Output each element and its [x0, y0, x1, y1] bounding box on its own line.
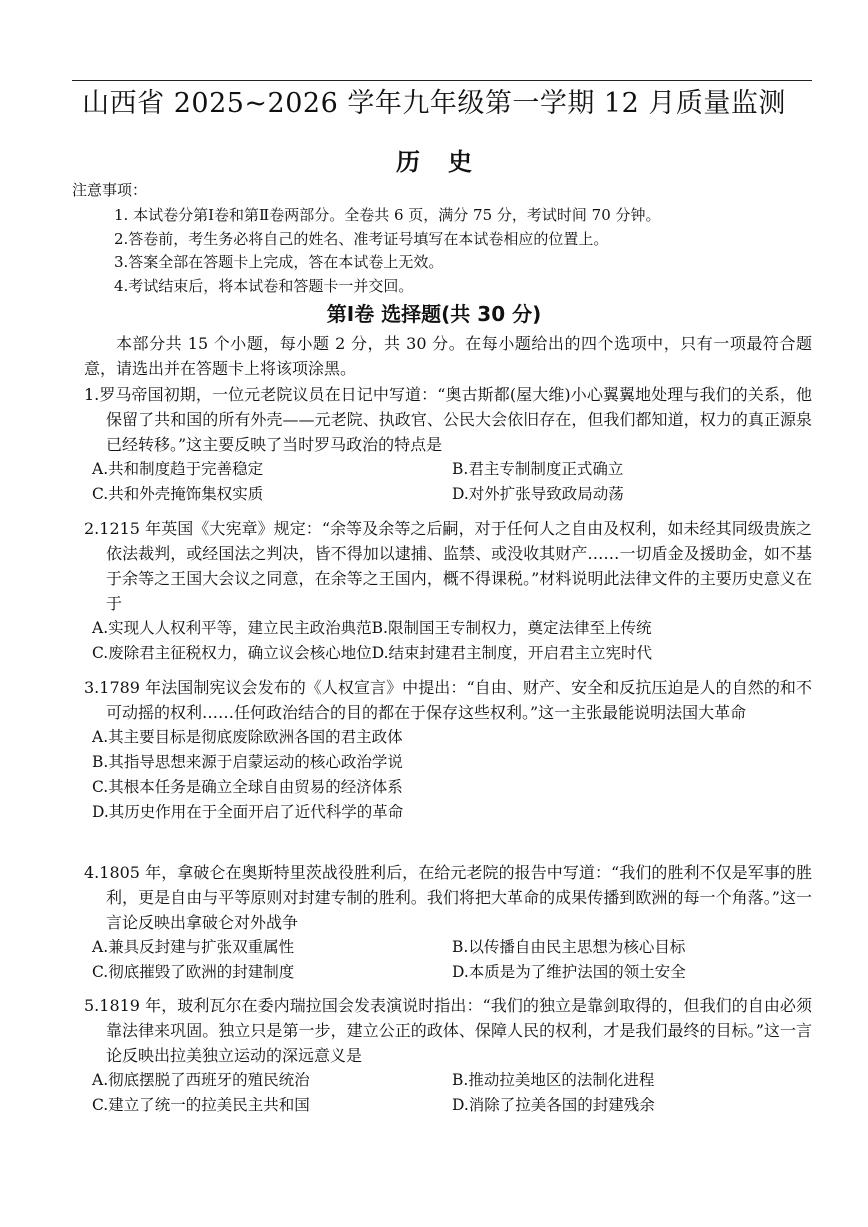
option-d: D.本质是为了维护法国的领土安全 — [452, 963, 686, 981]
note-item: 4.考试结束后，将本试卷和答题卡一并交回。 — [114, 276, 414, 295]
question-2 — [84, 516, 812, 666]
question-options — [84, 935, 812, 985]
note-item: 1. 本试卷分第Ⅰ卷和第Ⅱ卷两部分。全卷共 6 页，满分 75 分，考试时间 70 分钟。 — [114, 206, 661, 224]
note-item: 3.答案全部在答题卡上完成，答在本试卷上无效。 — [114, 253, 444, 271]
option-d: D.结束封建君主制度，开启君主立宪时代 — [371, 644, 653, 662]
question-options — [84, 616, 812, 666]
question-stem: 2.1215 年英国《大宪章》规定：“余等及余等之后嗣，对于任何人之自由及权利，如未经其同级贵族之依法裁判，或经国法之判决，皆不得加以逮捕、监禁、或没收其财产……一切盾金及援助金，如不基于余等之王国大会议之同意，在余等之王国内，概不得课税。”材料说明此法律文件的主要历史意义在于 — [84, 519, 812, 613]
question-options — [84, 457, 812, 507]
notes-list — [114, 204, 661, 298]
option-c: C.建立了统一的拉美民主共和国 — [92, 1096, 310, 1114]
option-b: B.其指导思想来源于启蒙运动的核心政治学说 — [92, 753, 403, 771]
question-options — [84, 725, 812, 825]
option-d: D.其历史作用在于全面开启了近代科学的革命 — [92, 803, 404, 821]
notes-heading: 注意事项： — [72, 181, 148, 199]
option-b: B.君主专制制度正式确立 — [452, 460, 624, 478]
question-options — [84, 1068, 812, 1118]
question-stem: 4.1805 年，拿破仑在奥斯特里茨战役胜利后，在给元老院的报告中写道：“我们的胜利不仅是军事的胜利，更是自由与平等原则对封建专制的胜利。我们将把大革命的成果传播到欧洲的每一个角落。”这一言论反映出拿破仑对外战争 — [84, 863, 812, 932]
header-rule — [72, 80, 812, 81]
note-item: 2.答卷前，考生务必将自己的姓名、准考证号填写在本试卷相应的位置上。 — [114, 229, 609, 248]
question-4 — [84, 860, 812, 985]
question-1 — [84, 382, 812, 507]
subject-char-1: 历 — [396, 147, 420, 176]
option-c: C.其根本任务是确立全球自由贸易的经济体系 — [92, 778, 403, 796]
section-intro: 本部分共 15 个小题，每小题 2 分，共 30 分。在每小题给出的四个选项中，只有一项最符合题意，请选出并在答题卡上将该项涂黑。 — [84, 334, 812, 378]
subject-char-2: 史 — [448, 147, 472, 176]
question-stem: 3.1789 年法国制宪议会发布的《人权宣言》中提出：“自由、财产、安全和反抗压迫是人的自然的和不可动摇的权利……任何政治结合的目的都在于保存这些权利。”这一主张最能说明法国大革命 — [84, 678, 812, 722]
option-a: A.共和制度趋于完善稳定 — [92, 460, 264, 478]
option-c: C.废除君主征税权力，确立议会核心地位 — [92, 644, 372, 662]
section-title: 第Ⅰ卷 选择题(共 30 分) — [326, 302, 542, 326]
exam-title: 山西省 2025~2026 学年九年级第一学期 12 月质量监测 — [82, 88, 786, 119]
question-stem: 1.罗马帝国初期，一位元老院议员在日记中写道：“奥古斯都(屋大维)小心翼翼地处理与我们的关系，他保留了共和国的所有外壳——元老院、执政官、公民大会依旧存在，但我们都知道，权力的真正源泉已经转移。”这主要反映了当时罗马政治的特点是 — [84, 385, 812, 454]
question-3 — [84, 675, 812, 825]
option-b: B.限制国王专制权力，奠定法律至上传统 — [371, 619, 652, 637]
option-a: A.兼具反封建与扩张双重属性 — [92, 938, 295, 956]
option-c: C.彻底摧毁了欧洲的封建制度 — [92, 963, 295, 981]
option-d: D.消除了拉美各国的封建残余 — [452, 1096, 655, 1114]
option-d: D.对外扩张导致政局动荡 — [452, 485, 624, 503]
option-a: A.彻底摆脱了西班牙的殖民统治 — [92, 1071, 310, 1089]
question-5 — [84, 993, 812, 1118]
option-a: A.实现人人权利平等，建立民主政治典范 — [92, 619, 372, 637]
option-c: C.共和外壳掩饰集权实质 — [92, 485, 264, 503]
question-stem: 5.1819 年，玻利瓦尔在委内瑞拉国会发表演说时指出：“我们的独立是靠剑取得的，但我们的自由必须靠法律来巩固。独立只是第一步，建立公正的政体、保障人民的权利，才是我们最终的目标。”这一言论反映出拉美独立运动的深远意义是 — [84, 996, 812, 1065]
option-a: A.其主要目标是彻底废除欧洲各国的君主政体 — [92, 728, 403, 746]
option-b: B.推动拉美地区的法制化进程 — [452, 1071, 655, 1089]
subject-title — [0, 146, 868, 178]
option-b: B.以传播自由民主思想为核心目标 — [452, 938, 686, 956]
